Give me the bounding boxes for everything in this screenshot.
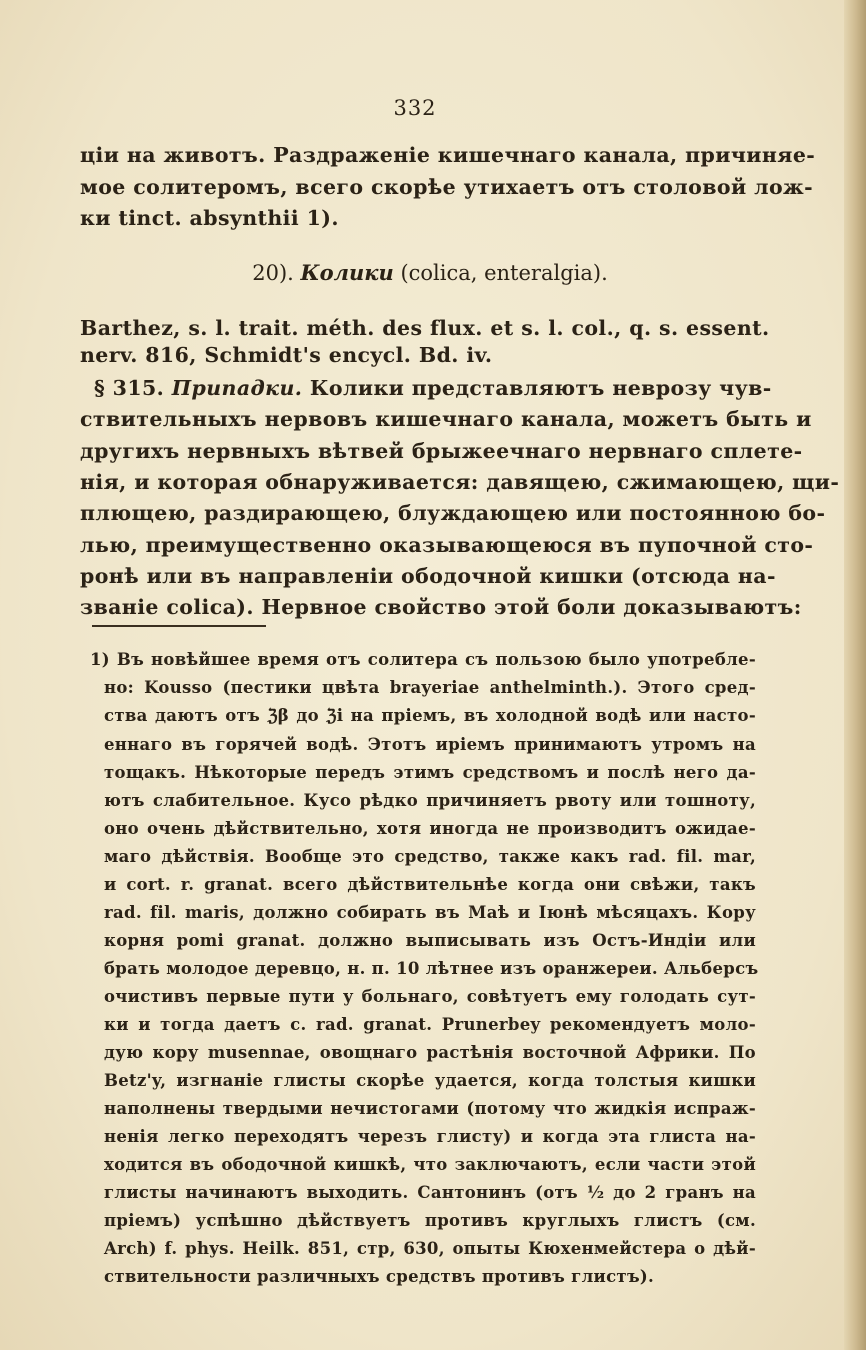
footnote-line: ненія легко переходятъ черезъ глисту) и когда эта глиста на- [104,1127,756,1146]
page-number: 332 [393,96,437,120]
footnote-line: глисты начинаютъ выходить. Сантонинъ (отъ ½ до 2 гранъ на [104,1183,756,1202]
footnote-line: корня pomi granat. должно выписывать изъ Остъ-Индіи или [104,931,756,950]
paragraph-label: Припадки. [171,376,303,400]
footnote-line: Betz'y, изгнаніе глисты скорѣе удается, когда толстыя кишки [104,1071,756,1090]
paragraph-line: другихъ нервныхъ вѣтвей брыжеечнаго нервнаго сплете- [80,439,803,463]
section-title: Колики [300,260,394,285]
footnote-line: тощакъ. Нѣкоторые передъ этимъ средствомъ и послѣ него да- [104,763,756,782]
paragraph-line: лью, преимущественно оказывающеюся въ пупочной сто- [80,533,814,557]
footnote-line: еннаго въ горячей водѣ. Этотъ иріемъ принимаютъ утромъ на [104,735,756,754]
section-subtitle: (colica, enteralgia). [400,261,608,285]
footnote-line: наполнены твердыми нечистогами (потому что жидкія испраж- [104,1099,756,1118]
footnote-first-line [90,652,756,669]
paragraph-line: ствительныхъ нервовъ кишечнаго канала, можетъ быть и [80,407,812,431]
footnote-line: Arch) f. phys. Heilk. 851, стр, 630, опыты Кюхенмейстера о дѣй- [104,1239,756,1258]
footnote-divider [92,625,266,627]
reference-line: nerv. 816, Schmidt's encycl. Bd. iv. [80,343,493,367]
paragraph-line: ронѣ или въ направленіи ободочной кишки (отсюда на- [80,564,776,588]
reference-line: Barthez, s. l. trait. méth. des flux. et s. l. col., q. s. essent. [80,316,770,340]
section-number: 20). [252,261,294,285]
footnote-line: дую кору musennae, овощнаго растѣнія восточной Африки. По [104,1043,756,1062]
footnote-line: очистивъ первые пути у больнаго, совѣтуетъ ему голодать сут- [104,987,756,1006]
section-heading [0,260,860,285]
paragraph-line: нія, и которая обнаруживается: давящею, сжимающею, щи- [80,470,840,494]
footnote-line: ства даютъ отъ ℨβ до ℨi на пріемъ, въ холодной водѣ или насто- [104,706,756,725]
paragraph-line: званіе colica). Нервное свойство этой боли доказываютъ: [80,595,802,619]
footnote-line: брать молодое деревцо, н. п. 10 лѣтнее изъ оранжереи. Альберсъ [104,959,759,978]
footnote-line: и cort. r. granat. всего дѣйствительнѣе когда они свѣжи, такъ [104,875,756,894]
page-edge [844,0,866,1350]
footnote-line: оно очень дѣйствительно, хотя иногда не производитъ ожидае- [104,819,756,838]
paragraph-line: плющею, раздирающею, блуждающею или постоянною бо- [80,501,826,525]
footnote-marker: 1) [90,650,110,669]
footnote-line: ходится въ ободочной кишкѣ, что заключаютъ, если части этой [104,1155,756,1174]
section-mark: § 315. [94,376,165,400]
footnote-line: ютъ слабительное. Кусо рѣдко причиняетъ рвоту или тошноту, [104,791,756,810]
footnote-line: пріемъ) успѣшно дѣйствуетъ противъ круглыхъ глистъ (см. [104,1211,756,1230]
continuation-line: ки tinct. absynthii 1). [80,206,339,230]
paragraph-text: Колики представляютъ неврозу чув- [309,376,772,400]
paragraph-first-line [80,376,772,400]
footnote-line: rad. fil. maris, должно собирать въ Маѣ и Іюнѣ мѣсяцахъ. Кору [104,903,756,922]
footnote-line: ствительности различныхъ средствъ противъ глистъ). [104,1267,655,1286]
footnote-line: ки и тогда даетъ с. rad. granat. Prunerbey рекомендуетъ моло- [104,1015,756,1034]
footnote-line: маго дѣйствія. Вообще это средство, также какъ rad. fil. mar, [104,847,756,866]
continuation-line: ціи на животъ. Раздраженіе кишечнаго канала, причиняе- [80,143,816,167]
footnote-line: но: Kousso (пестики цвѣта brayeriae anthelminth.). Этого сред- [104,678,756,697]
continuation-line: мое солитеромъ, всего скорѣе утихаетъ отъ столовой лож- [80,175,814,199]
footnote-text: Въ новѣйшее время отъ солитера съ пользою было употребле- [116,650,757,669]
